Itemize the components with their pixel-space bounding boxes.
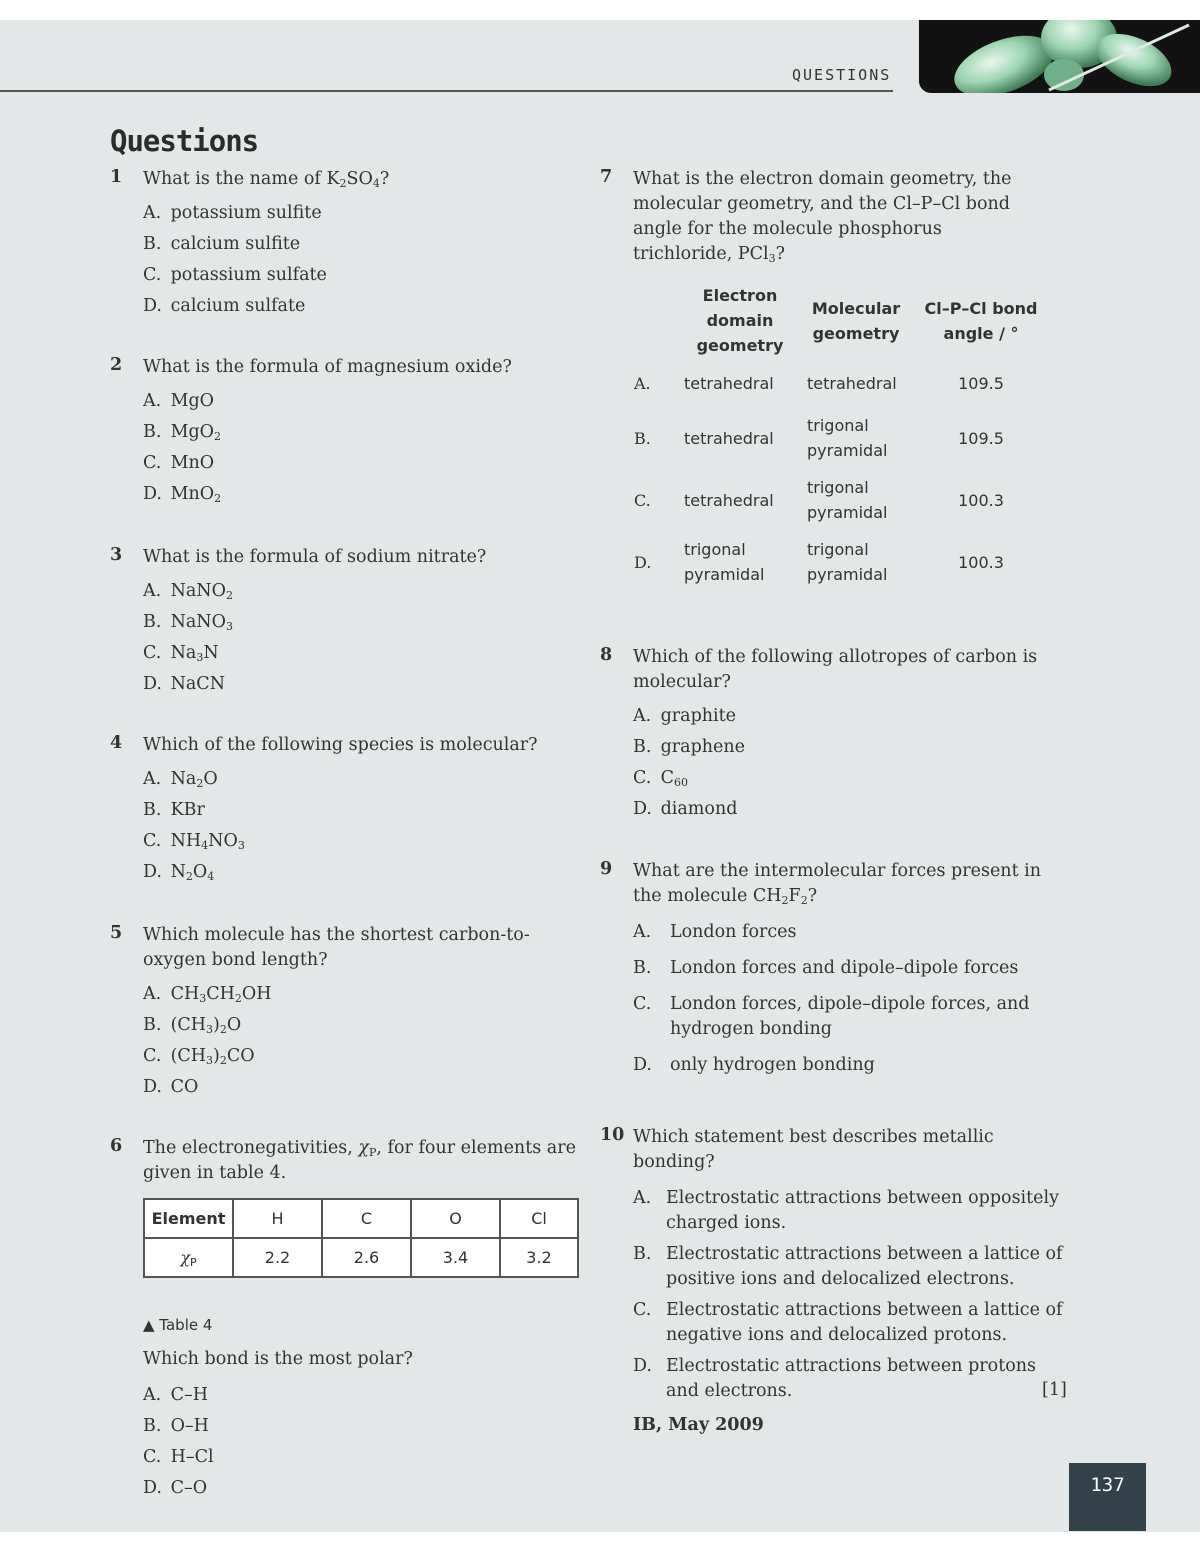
option-d: D. NaCN	[143, 674, 226, 694]
question-text: What is the electron domain geometry, the molecular geometry, and the Cl–P–Cl bond angle for the molecule phosphorus trichloride, PCl$_3$?	[633, 169, 1012, 265]
page-title: Questions	[110, 124, 259, 158]
option-b: B. O–H	[143, 1416, 209, 1436]
table-header: Cl–P–Cl bond angle / °	[924, 298, 1038, 343]
option-b: B. graphene	[633, 737, 746, 757]
option-d: D. only hydrogen bonding	[633, 1055, 875, 1075]
question-text: The electronegativities, $\chi_P$, for four elements are given in table 4.	[143, 1138, 576, 1183]
left-column	[110, 20, 590, 1532]
question-text: Which of the following species is molecular?	[143, 735, 538, 755]
section-header: QUESTIONS	[792, 66, 892, 84]
table-header: O	[411, 1199, 500, 1238]
table-header: H	[233, 1199, 322, 1238]
table-header: Molecular geometry	[811, 298, 901, 343]
page-number: 137	[1069, 1463, 1146, 1531]
option-a: A. $CH_3CH_2OH$	[143, 984, 272, 1005]
page	[0, 20, 1200, 1532]
question-text: What is the formula of magnesium oxide?	[143, 357, 512, 377]
table-cell: 2.2	[233, 1238, 322, 1277]
table-row: C. tetrahedral trigonal pyramidal 100.3	[634, 478, 1004, 522]
option-b: B. London forces and dipole–dipole forces	[633, 958, 1019, 978]
geometry-table	[633, 282, 1047, 593]
source-citation: IB, May 2009	[633, 1415, 764, 1435]
table-header: Cl	[500, 1199, 578, 1238]
option-b: B. $(CH_3)_2O$	[143, 1015, 242, 1036]
question-number: 8	[600, 645, 613, 665]
table-row: D. trigonal pyramidal trigonal pyramidal 100.3	[634, 540, 1004, 584]
option-a: A. $Na_2O$	[143, 769, 218, 790]
option-a: A. MgO	[143, 391, 215, 411]
question-number: 2	[110, 355, 123, 375]
option-b: B. NaNO$_3$	[143, 612, 233, 633]
table-row-label: $\chi_P$	[144, 1238, 233, 1277]
table-cell: 2.6	[322, 1238, 411, 1277]
question-text: Which molecule has the shortest carbon-to-oxygen bond length?	[143, 925, 530, 970]
question-number: 4	[110, 733, 123, 753]
table-row: A. tetrahedral tetrahedral 109.5	[634, 373, 1004, 393]
question-text: Which of the following allotropes of carbon is molecular?	[633, 647, 1038, 692]
option-a: A. Electrostatic attractions between oppositely charged ions.	[633, 1188, 1060, 1233]
option-d: D. diamond	[633, 799, 738, 819]
question-number: 5	[110, 923, 123, 943]
option-c: C. London forces, dipole–dipole forces, and hydrogen bonding	[633, 994, 1030, 1039]
option-d: D. MnO$_2$	[143, 484, 222, 505]
option-c: C. $NH_4NO_3$	[143, 831, 245, 852]
option-c: C. potassium sulfate	[143, 265, 327, 285]
question-number: 1	[110, 167, 123, 187]
question-text: What are the intermolecular forces present in the molecule $CH_2F_2$?	[633, 861, 1042, 907]
question-number: 9	[600, 859, 613, 879]
question-text: What is the formula of sodium nitrate?	[143, 547, 487, 567]
option-a: A. London forces	[633, 922, 797, 942]
option-b: B. MgO$_2$	[143, 422, 222, 443]
sub-question-text: Which bond is the most polar?	[143, 1349, 413, 1369]
table-caption: ▲ Table 4	[143, 1316, 213, 1334]
marks: [1]	[1042, 1380, 1067, 1400]
question-text: What is the name of $K_2SO_4$?	[143, 169, 390, 190]
table-cell: 3.2	[500, 1238, 578, 1277]
option-d: D. calcium sulfate	[143, 296, 306, 316]
option-d: D. $N_2O_4$	[143, 862, 215, 883]
option-c: C. $(CH_3)_2CO$	[143, 1046, 255, 1067]
option-a: A. potassium sulfite	[143, 203, 322, 223]
question-number: 7	[600, 167, 613, 187]
option-c: C. $C_{60}$	[633, 768, 688, 789]
electronegativity-table	[143, 1198, 579, 1278]
table-header: Electron domain geometry	[696, 286, 784, 355]
option-d: D. C–O	[143, 1478, 208, 1498]
table-header: C	[322, 1199, 411, 1238]
table-row: B. tetrahedral trigonal pyramidal 109.5	[634, 416, 1004, 460]
question-number: 6	[110, 1136, 123, 1156]
option-c: C. MnO	[143, 453, 215, 473]
option-b: B. KBr	[143, 800, 205, 820]
right-column	[600, 20, 1070, 1532]
option-b: B. Electrostatic attractions between a lattice of positive ions and delocalized electrons.	[633, 1244, 1063, 1289]
option-a: A. C–H	[143, 1385, 208, 1405]
question-number: 3	[110, 545, 123, 565]
question-text: Which statement best describes metallic bonding?	[633, 1127, 994, 1172]
table-header: Element	[144, 1199, 233, 1238]
option-d: D. Electrostatic attractions between protons and electrons.	[633, 1356, 1037, 1401]
option-a: A. graphite	[633, 706, 737, 726]
option-a: A. NaNO$_2$	[143, 581, 233, 602]
option-c: C. Electrostatic attractions between a lattice of negative ions and delocalized protons.	[633, 1300, 1063, 1345]
option-c: C. $Na_3N$	[143, 643, 219, 664]
option-c: C. H–Cl	[143, 1447, 214, 1467]
option-d: D. CO	[143, 1077, 199, 1097]
table-cell: 3.4	[411, 1238, 500, 1277]
question-number: 10	[600, 1125, 625, 1145]
option-b: B. calcium sulfite	[143, 234, 301, 254]
